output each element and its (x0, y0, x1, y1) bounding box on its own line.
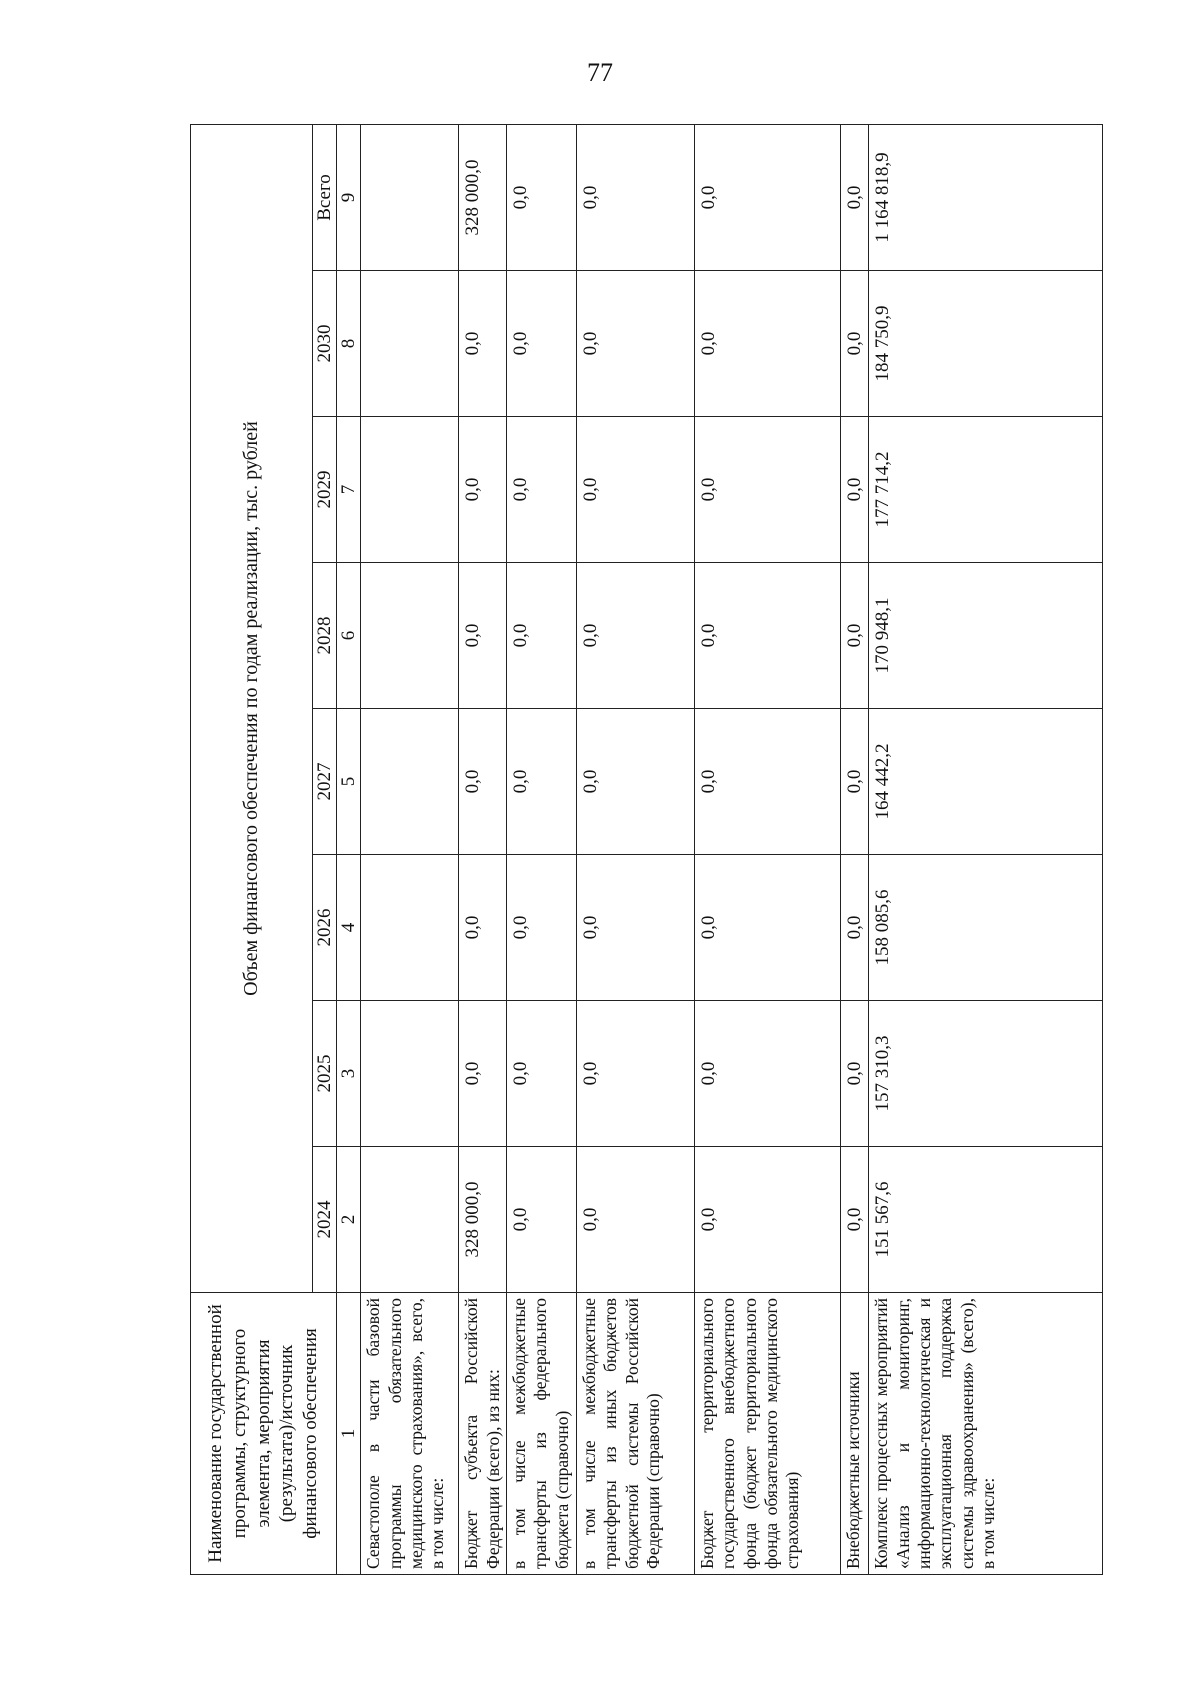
row-value (361, 1001, 459, 1147)
row-value: 0,0 (695, 1147, 841, 1293)
header-volume-cell: Объем финансового обеспечения по годам реализации, тыс. рублей (191, 124, 313, 1292)
row-value: 0,0 (695, 271, 841, 417)
table-row (869, 124, 1103, 1574)
row-value: 0,0 (695, 124, 841, 270)
header-year: 2026 (313, 855, 337, 1001)
row-value: 158 085,6 (869, 855, 1103, 1001)
table-row (695, 124, 841, 1574)
row-value: 184 750,9 (869, 271, 1103, 417)
table-row (577, 124, 695, 1574)
column-number: 3 (337, 1001, 361, 1147)
row-value (361, 1147, 459, 1293)
row-value: 0,0 (577, 417, 695, 563)
row-value: 0,0 (459, 709, 507, 855)
column-number: 4 (337, 855, 361, 1001)
row-value: 0,0 (841, 271, 869, 417)
column-number: 9 (337, 124, 361, 270)
row-value: 0,0 (695, 563, 841, 709)
row-value (361, 709, 459, 855)
row-value: 0,0 (507, 417, 577, 563)
header-year-total: Всего (313, 124, 337, 270)
row-value: 0,0 (507, 855, 577, 1001)
row-value: 0,0 (507, 271, 577, 417)
financing-table (190, 124, 1103, 1575)
row-value: 0,0 (459, 417, 507, 563)
row-value: 0,0 (577, 563, 695, 709)
row-value: 0,0 (459, 563, 507, 709)
row-value: 0,0 (841, 1147, 869, 1293)
row-value: 151 567,6 (869, 1147, 1103, 1293)
row-value: 0,0 (577, 1147, 695, 1293)
table-row (841, 124, 869, 1574)
column-number: 1 (337, 1293, 361, 1575)
row-value: 170 948,1 (869, 563, 1103, 709)
row-value: 0,0 (459, 271, 507, 417)
table-row (507, 124, 577, 1574)
row-value (361, 124, 459, 270)
row-value: 0,0 (695, 1001, 841, 1147)
row-name: Севастополе в части базовой программы обязательного медицинского страхования», всего, в том числе: (361, 1293, 459, 1575)
row-value (361, 417, 459, 563)
row-value: 1 164 818,9 (869, 124, 1103, 270)
row-value: 0,0 (577, 1001, 695, 1147)
column-number: 2 (337, 1147, 361, 1293)
row-value: 328 000,0 (459, 1147, 507, 1293)
header-year: 2029 (313, 417, 337, 563)
row-name: Внебюджетные источники (841, 1293, 869, 1575)
column-number: 7 (337, 417, 361, 563)
header-year: 2027 (313, 709, 337, 855)
row-value: 0,0 (507, 1147, 577, 1293)
row-value: 0,0 (695, 709, 841, 855)
rotated-table-container (190, 125, 1095, 1575)
row-value (361, 855, 459, 1001)
row-name: Комплекс процессных мероприятий «Анализ и мониторинг, информационно-технологическая и эксплуатационная поддержка системы здравоохранения» (всего), в том числе: (869, 1293, 1103, 1575)
row-value: 0,0 (841, 1001, 869, 1147)
column-number: 5 (337, 709, 361, 855)
row-value: 0,0 (841, 709, 869, 855)
row-value: 0,0 (507, 124, 577, 270)
row-value (361, 563, 459, 709)
row-value: 0,0 (695, 417, 841, 563)
row-value: 157 310,3 (869, 1001, 1103, 1147)
row-value: 0,0 (841, 417, 869, 563)
row-value: 0,0 (841, 124, 869, 270)
row-value: 0,0 (577, 124, 695, 270)
row-value: 0,0 (841, 855, 869, 1001)
header-year: 2024 (313, 1147, 337, 1293)
row-value: 0,0 (507, 1001, 577, 1147)
row-value: 164 442,2 (869, 709, 1103, 855)
row-value: 0,0 (695, 855, 841, 1001)
row-value: 328 000,0 (459, 124, 507, 270)
row-name: Бюджет субъекта Российской Федерации (всего), из них: (459, 1293, 507, 1575)
row-value: 0,0 (459, 855, 507, 1001)
row-value (361, 271, 459, 417)
row-value: 0,0 (507, 563, 577, 709)
row-value: 177 714,2 (869, 417, 1103, 563)
header-year: 2028 (313, 563, 337, 709)
column-number: 8 (337, 271, 361, 417)
row-value: 0,0 (841, 563, 869, 709)
page-number: 77 (587, 58, 613, 87)
row-value: 0,0 (459, 1001, 507, 1147)
table-row (361, 124, 459, 1574)
row-name: Бюджет территориального государственного внебюджетного фонда (бюджет территориального фонда обязательного медицинского страхования) (695, 1293, 841, 1575)
row-value: 0,0 (577, 271, 695, 417)
header-year: 2025 (313, 1001, 337, 1147)
header-year: 2030 (313, 271, 337, 417)
row-value: 0,0 (577, 855, 695, 1001)
row-value: 0,0 (507, 709, 577, 855)
row-name: в том числе межбюджетные трансферты из федерального бюджета (справочно) (507, 1293, 577, 1575)
row-value: 0,0 (577, 709, 695, 855)
header-name-cell: Наименование государственной программы, структурного элемента, мероприятия (результата)/источник финансового обеспечения (191, 1293, 337, 1575)
row-name: в том числе межбюджетные трансферты из иных бюджетов бюджетной системы Российской Федерации (справочно) (577, 1293, 695, 1575)
column-number: 6 (337, 563, 361, 709)
table-row (459, 124, 507, 1574)
